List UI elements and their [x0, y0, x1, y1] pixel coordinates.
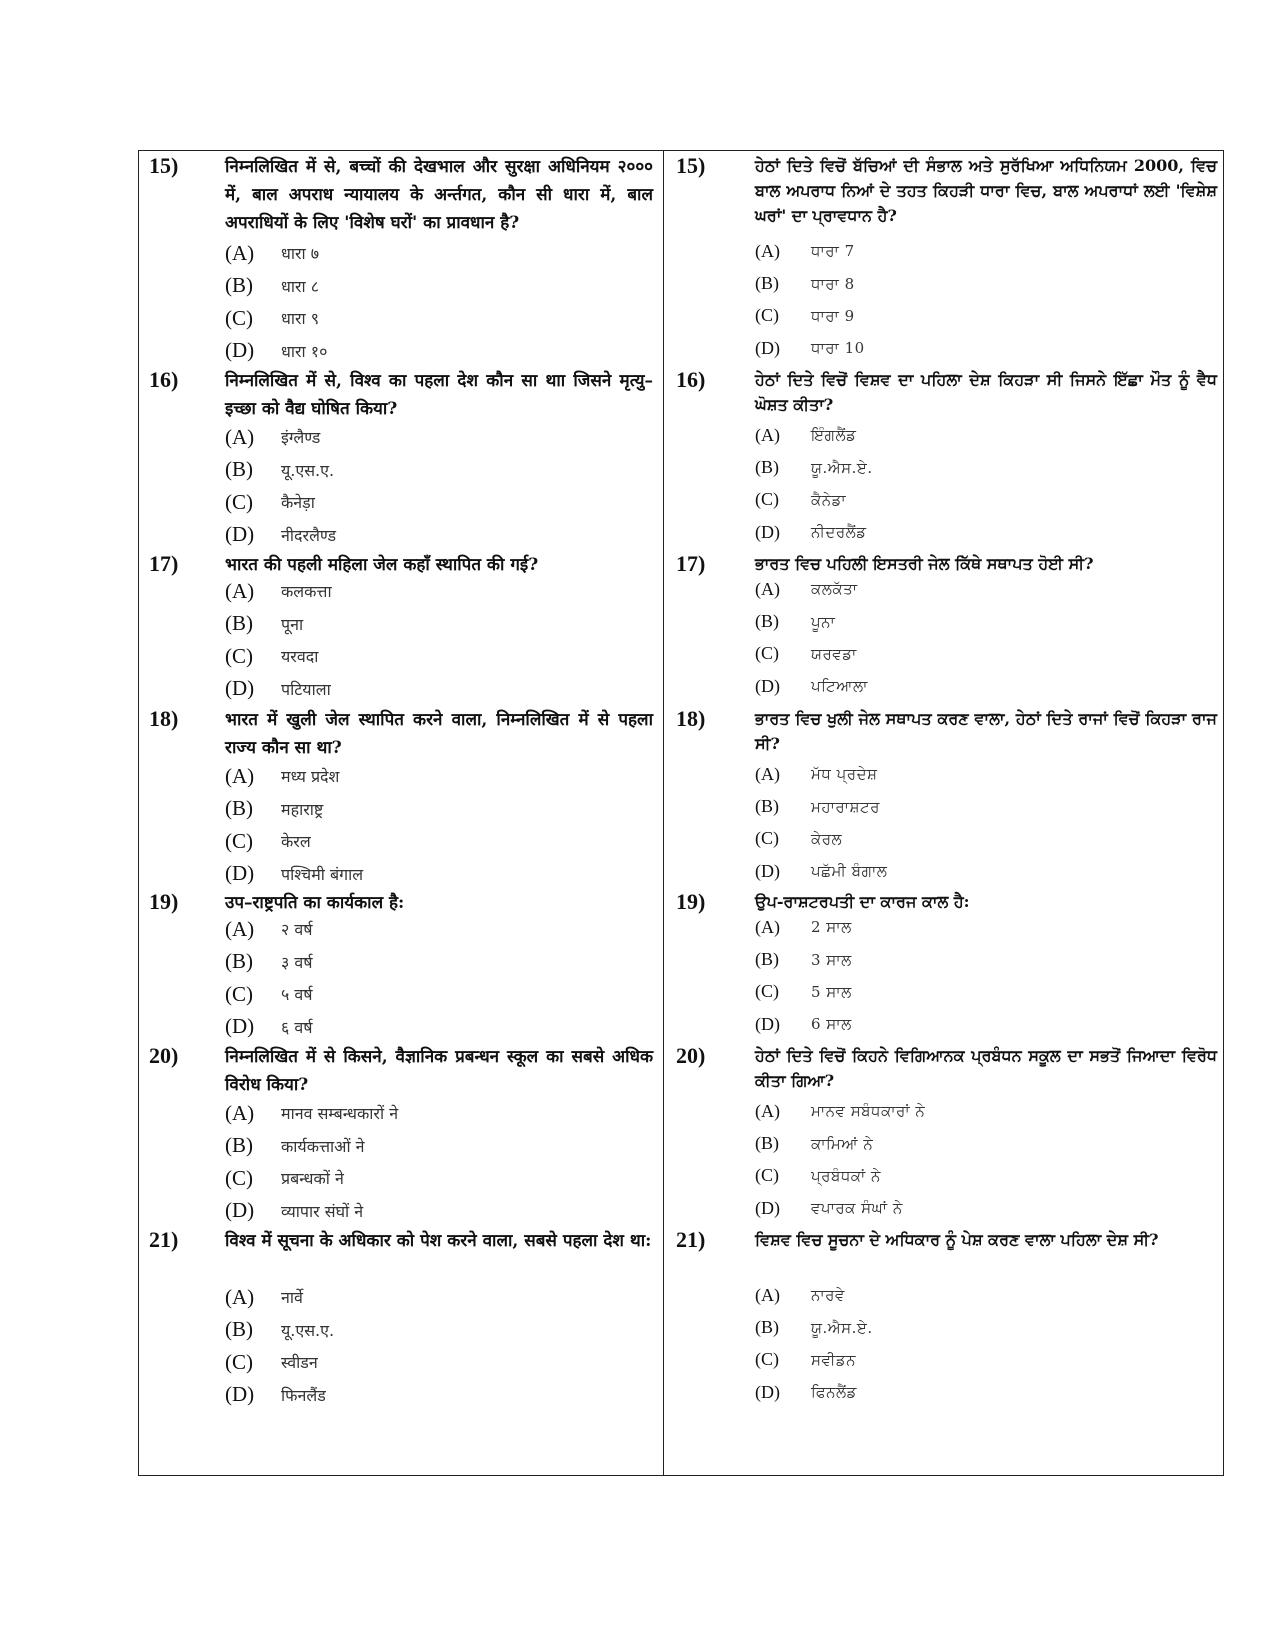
option-label: (D) [225, 1382, 255, 1407]
question-text: ਭਾਰਤ ਵਿਚ ਖੁਲੀ ਜੇਲ ਸਥਾਪਤ ਕਰਣ ਵਾਲਾ, ਹੇਠਾਂ ਦਿਤੇ ਰਾਜਾਂ ਵਿਚੋਂ ਕਿਹੜਾ ਰਾਜ ਸੀ? [755, 709, 1217, 753]
option-label: (B) [225, 949, 253, 974]
option-label: (C) [225, 1165, 253, 1190]
options [755, 911, 1215, 1041]
option-text: ५ वर्ष [281, 985, 313, 1005]
option-label: (B) [755, 273, 779, 294]
option-text: पटियाला [281, 679, 331, 699]
option-label: (D) [225, 676, 255, 701]
option-text: ਪਛੱਮੀ ਬੰਗਾਲ [811, 862, 888, 881]
option-text: ਕਲਕੱਤਾ [811, 580, 858, 599]
option-text: ६ वर्ष [281, 1017, 313, 1037]
option-label: (B) [225, 796, 253, 821]
option-text: ਫਿਨਲੈਂਡ [811, 1383, 857, 1402]
option-a [225, 1281, 653, 1314]
option-label: (A) [755, 763, 780, 784]
question-number: 15) [149, 153, 179, 178]
option-text: ਇੰਗਲੈਂਡ [811, 426, 857, 445]
question-number: 15) [676, 153, 706, 178]
option-c [225, 978, 653, 1011]
option-label: (B) [755, 1133, 779, 1154]
option-text: ਯੂ.ਐਸ.ਏ. [811, 458, 873, 477]
options [225, 237, 653, 367]
option-text: ਯਰਵਡਾ [811, 644, 857, 663]
option-d [225, 335, 653, 368]
option-a [755, 235, 1215, 267]
question-number: 16) [676, 367, 706, 392]
question-number: 19) [676, 889, 706, 914]
options [755, 1095, 1215, 1225]
option-label: (C) [225, 643, 253, 668]
option-label: (D) [755, 1197, 780, 1218]
option-label: (B) [225, 1133, 253, 1158]
option-label: (A) [225, 1100, 255, 1125]
question-number: 17) [149, 551, 179, 576]
option-text: पूना [281, 614, 304, 634]
option-label: (D) [225, 1014, 255, 1039]
option-a [755, 419, 1215, 451]
question-text: निम्नलिखित में से किसने, वैज्ञानिक प्रबन्धन स्कूल का सबसे अधिक विरोध किया? [225, 1047, 653, 1095]
option-label: (C) [225, 981, 253, 1006]
option-text: ਪਟਿਆਲਾ [811, 677, 868, 696]
option-label: (C) [755, 1165, 779, 1186]
option-text: 3 ਸਾਲ [811, 950, 852, 969]
option-text: यरवदा [281, 647, 319, 667]
option-text: धारा ८ [281, 276, 320, 296]
option-text: धारा ७ [281, 244, 320, 264]
option-text: यू.एस.ए. [281, 460, 335, 480]
option-text: स्वीडन [281, 1353, 318, 1373]
options [755, 758, 1215, 888]
option-text: ਧਾਰਾ 9 [811, 306, 855, 325]
question-number: 20) [676, 1043, 706, 1068]
option-a [225, 575, 653, 608]
option-label: (C) [755, 1349, 779, 1370]
option-text: कार्यकत्ताओं ने [281, 1136, 365, 1156]
option-b [755, 1127, 1215, 1159]
question-number: 18) [676, 706, 706, 731]
options [225, 575, 653, 705]
option-label: (A) [755, 1284, 780, 1305]
option-b [225, 608, 653, 641]
option-text: ਧਾਰਾ 10 [811, 339, 865, 358]
question-number: 16) [149, 367, 179, 392]
option-c [225, 1346, 653, 1379]
option-a [755, 1095, 1215, 1127]
option-label: (D) [225, 861, 255, 886]
option-d [225, 858, 653, 891]
option-text: ਮਹਾਰਾਸ਼ਟਰ [811, 797, 880, 816]
option-text: २ वर्ष [281, 920, 313, 940]
question-text: भारत में खुली जेल स्थापित करने वाला, निम्नलिखित में से पहला राज्य कौन सा था? [225, 710, 653, 758]
question-number: 19) [149, 889, 179, 914]
option-label: (D) [755, 337, 780, 358]
options [225, 760, 653, 890]
option-text: यू.एस.ए. [281, 1320, 335, 1340]
option-b [755, 943, 1215, 975]
option-text: ਪ੍ਰਬੰਧਕਾਂ ਨੇ [811, 1166, 881, 1185]
option-label: (C) [225, 305, 253, 330]
option-d [225, 1011, 653, 1044]
option-label: (A) [755, 916, 780, 937]
option-a [755, 758, 1215, 790]
option-text: ਯੂ.ਐਸ.ਏ. [811, 1318, 873, 1337]
option-label: (B) [755, 611, 779, 632]
option-label: (D) [755, 1013, 780, 1034]
question-number: 20) [149, 1043, 179, 1068]
option-d [755, 1192, 1215, 1224]
options [225, 913, 653, 1043]
options [225, 1097, 653, 1227]
option-label: (A) [225, 578, 255, 603]
option-text: नीदरलैण्ड [281, 525, 337, 545]
option-label: (A) [225, 424, 255, 449]
options [755, 573, 1215, 703]
option-c [755, 1344, 1215, 1376]
option-label: (B) [225, 611, 253, 636]
option-text: 2 ਸਾਲ [811, 918, 852, 937]
option-a [225, 760, 653, 793]
option-text: ३ वर्ष [281, 952, 313, 972]
option-label: (C) [225, 489, 253, 514]
option-b [755, 790, 1215, 822]
option-text: ਕਾਮਿਆਂ ਨੇ [811, 1134, 874, 1153]
option-label: (A) [225, 763, 255, 788]
option-c [225, 825, 653, 858]
option-label: (C) [755, 489, 779, 510]
option-d [225, 673, 653, 706]
option-text: ਮੱਧ ਪ੍ਰਦੇਸ਼ [811, 765, 878, 784]
option-text: ਨਾਰਵੇ [811, 1286, 845, 1305]
option-a [225, 421, 653, 454]
option-c [225, 1162, 653, 1195]
option-label: (B) [755, 949, 779, 970]
option-label: (D) [225, 338, 255, 363]
question-number: 17) [676, 551, 706, 576]
option-label: (D) [755, 860, 780, 881]
option-text: फिनलैंड [281, 1385, 326, 1405]
option-text: ਕੈਨੇਡਾ [811, 490, 847, 509]
option-text: ਪੂਨਾ [811, 612, 836, 631]
option-b [755, 267, 1215, 299]
option-text: 5 ਸਾਲ [811, 982, 852, 1001]
option-text: प्रबन्धकों ने [281, 1169, 344, 1189]
option-label: (C) [225, 1349, 253, 1374]
option-b [755, 605, 1215, 637]
question-text: ਹੇਠਾਂ ਦਿਤੇ ਵਿਚੋਂ ਕਿਹਨੇ ਵਿਗਿਆਨਕ ਪ੍ਰਬੰਧਨ ਸਕੂਲ ਦਾ ਸਭਤੋਂ ਜਿਆਦਾ ਵਿਰੋਧ ਕੀਤਾ ਗਿਆ? [755, 1046, 1217, 1090]
option-b [225, 946, 653, 979]
question-number: 21) [149, 1227, 179, 1252]
question-text: भारत की पहली महिला जेल कहाँ स्थापित की गई? [225, 555, 539, 575]
option-b [225, 793, 653, 826]
option-label: (D) [755, 1381, 780, 1402]
option-c [755, 300, 1215, 332]
option-d [225, 519, 653, 552]
options [755, 419, 1215, 549]
option-label: (C) [755, 981, 779, 1002]
option-label: (A) [225, 916, 255, 941]
option-d [755, 670, 1215, 702]
question-text: ਭਾਰਤ ਵਿਚ ਪਹਿਲੀ ਇਸਤਰੀ ਜੇਲ ਕਿੱਥੇ ਸਥਾਪਤ ਹੋਈ ਸੀ? [755, 554, 1094, 573]
column-divider [663, 151, 664, 1475]
option-b [225, 1130, 653, 1163]
option-label: (A) [755, 578, 780, 599]
option-label: (A) [755, 1100, 780, 1121]
option-label: (D) [225, 1198, 255, 1223]
question-sheet [138, 150, 1224, 1476]
option-b [225, 454, 653, 487]
option-b [755, 451, 1215, 483]
question-text: विश्व में सूचना के अधिकार को पेश करने वाला, सबसे पहला देश था: [225, 1231, 652, 1251]
option-d [755, 1376, 1215, 1408]
option-label: (A) [755, 240, 780, 261]
option-label: (B) [225, 1317, 253, 1342]
option-text: मानव सम्बन्धकारों ने [281, 1104, 399, 1124]
option-a [225, 913, 653, 946]
question-number: 21) [676, 1227, 706, 1252]
option-text: ਮਾਨਵ ਸਬੰਧਕਾਰਾਂ ਨੇ [811, 1102, 926, 1121]
options [225, 421, 653, 551]
option-text: ਨੀਦਰਲੈਂਡ [811, 523, 867, 542]
question-text: ਉਪ-ਰਾਸ਼ਟਰਪਤੀ ਦਾ ਕਾਰਜ ਕਾਲ ਹੈ: [755, 892, 970, 911]
option-label: (C) [755, 305, 779, 326]
option-c [225, 486, 653, 519]
option-text: इंग्लैण्ड [281, 428, 321, 448]
option-label: (A) [225, 1284, 255, 1309]
option-c [755, 1160, 1215, 1192]
option-text: ਕੇਰਲ [811, 829, 843, 848]
option-b [755, 1311, 1215, 1343]
option-a [225, 237, 653, 270]
option-d [755, 332, 1215, 364]
option-text: ਧਾਰਾ 7 [811, 242, 855, 261]
option-text: कैनेड़ा [281, 493, 315, 513]
option-d [755, 1008, 1215, 1040]
option-text: ਸਵੀਡਨ [811, 1350, 857, 1369]
option-label: (B) [225, 273, 253, 298]
option-label: (A) [225, 240, 255, 265]
option-text: मध्य प्रदेश [281, 767, 340, 787]
option-label: (B) [755, 457, 779, 478]
option-text: पश्चिमी बंगाल [281, 864, 364, 884]
option-b [225, 1314, 653, 1347]
option-c [755, 976, 1215, 1008]
option-label: (D) [755, 521, 780, 542]
option-a [755, 1279, 1215, 1311]
option-text: धारा १० [281, 341, 328, 361]
question-number: 18) [149, 706, 179, 731]
option-c [755, 823, 1215, 855]
option-d [225, 1195, 653, 1228]
option-text: ਵਪਾਰਕ ਸੰਘਾਂ ਨੇ [811, 1199, 903, 1218]
option-text: केरल [281, 832, 311, 852]
option-text: ਧਾਰਾ 8 [811, 274, 855, 293]
option-text: नार्वे [281, 1288, 303, 1308]
question-text: ਹੇਠਾਂ ਦਿਤੇ ਵਿਚੋਂ ਵਿਸ਼ਵ ਦਾ ਪਹਿਲਾ ਦੇਸ਼ ਕਿਹੜਾ ਸੀ ਜਿਸਨੇ ਇੱਛਾ ਮੌਤ ਨੂੰ ਵੈਧ ਘੋਸ਼ਤ ਕੀਤਾ? [755, 370, 1217, 414]
option-label: (B) [755, 796, 779, 817]
option-label: (D) [755, 675, 780, 696]
option-label: (C) [225, 828, 253, 853]
option-c [225, 302, 653, 335]
option-text: व्यापार संघों ने [281, 1201, 364, 1221]
option-c [755, 484, 1215, 516]
option-text: धारा ९ [281, 309, 320, 329]
question-text: निम्नलिखित में से, बच्चों की देखभाल और सुरक्षा अधिनियम २००० में, बाल अपराध न्यायालय के अर्न्तगत, कौन सी धारा में, बाल अपराधियों के लिए 'विशेष घरों' का प्रावधान है? [225, 157, 653, 233]
option-label: (B) [225, 457, 253, 482]
question-text: निम्नलिखित में से, विश्व का पहला देश कौन सा थाा जिसने मृत्यु–इच्छा को वैद्य घोषित किया? [225, 371, 653, 419]
question-text: ਵਿਸ਼ਵ ਵਿਚ ਸੂਚਨਾ ਦੇ ਅਧਿਕਾਰ ਨੂੰ ਪੇਸ਼ ਕਰਣ ਵਾਲਾ ਪਹਿਲਾ ਦੇਸ਼ ਸੀ? [755, 1230, 1159, 1249]
option-a [755, 573, 1215, 605]
options [755, 1279, 1215, 1409]
option-d [225, 1379, 653, 1412]
option-d [755, 855, 1215, 887]
question-text: ਹੇਠਾਂ ਦਿਤੇ ਵਿਚੋਂ ਬੱਚਿਆਂ ਦੀ ਸੰਭਾਲ ਅਤੇ ਸੁਰੱਖਿਆ ਅਧਿਨਿਯਮ 2000, ਵਿਚ ਬਾਲ ਅਪਰਾਧ ਨਿਆਂ ਦੇ ਤਹਤ ਕਿਹੜੀ ਧਾਰਾ ਵਿਚ, ਬਾਲ ਅਪਰਾਧਾਂ ਲਈ 'ਵਿਸ਼ੇਸ਼ ਘਰਾਂ' ਦਾ ਪ੍ਰਾਵਧਾਨ ਹੈ? [755, 156, 1217, 225]
option-b [225, 270, 653, 303]
question-text: उप–राष्ट्रपति का कार्यकाल है: [225, 893, 405, 913]
option-label: (D) [225, 522, 255, 547]
option-a [225, 1097, 653, 1130]
option-c [755, 638, 1215, 670]
option-a [755, 911, 1215, 943]
options [755, 235, 1215, 365]
option-label: (B) [755, 1317, 779, 1338]
option-text: कलकत्ता [281, 582, 332, 602]
option-label: (C) [755, 643, 779, 664]
options [225, 1281, 653, 1411]
option-label: (C) [755, 828, 779, 849]
option-label: (A) [755, 424, 780, 445]
option-d [755, 516, 1215, 548]
option-text: महाराष्ट्र [281, 799, 324, 819]
option-text: 6 ਸਾਲ [811, 1015, 852, 1034]
option-c [225, 640, 653, 673]
